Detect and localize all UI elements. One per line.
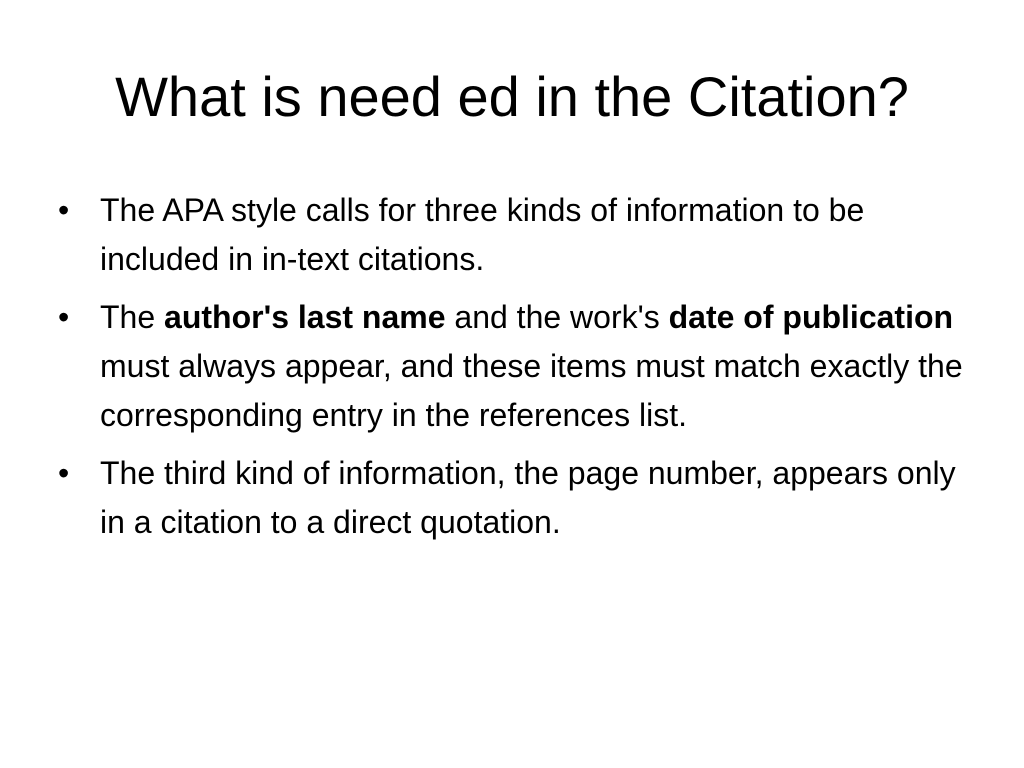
bullet-icon: •	[58, 455, 70, 491]
bullet-item-3	[58, 449, 978, 547]
bullet-text-part: and the work's	[445, 299, 669, 335]
bullet-text: The APA style calls for three kinds of information to be included in in-text citations.	[100, 192, 865, 277]
bullet-icon: •	[58, 299, 70, 335]
bullet-item-2	[58, 293, 978, 440]
bullet-list	[58, 186, 978, 556]
bullet-icon: •	[58, 192, 70, 228]
bullet-item-1	[58, 186, 978, 284]
bullet-text: The third kind of information, the page number, appears only in a citation to a direct quotation.	[100, 455, 956, 540]
slide-title: What is need ed in the Citation?	[115, 65, 909, 128]
bold-phrase-date-of-publication: date of publication	[668, 299, 954, 335]
bullet-text-part: must always appear, and these items must match exactly the corresponding entry in the references list.	[100, 348, 963, 433]
bullet-text-part: The	[100, 299, 165, 335]
bold-phrase-author-last-name: author's last name	[164, 299, 446, 335]
